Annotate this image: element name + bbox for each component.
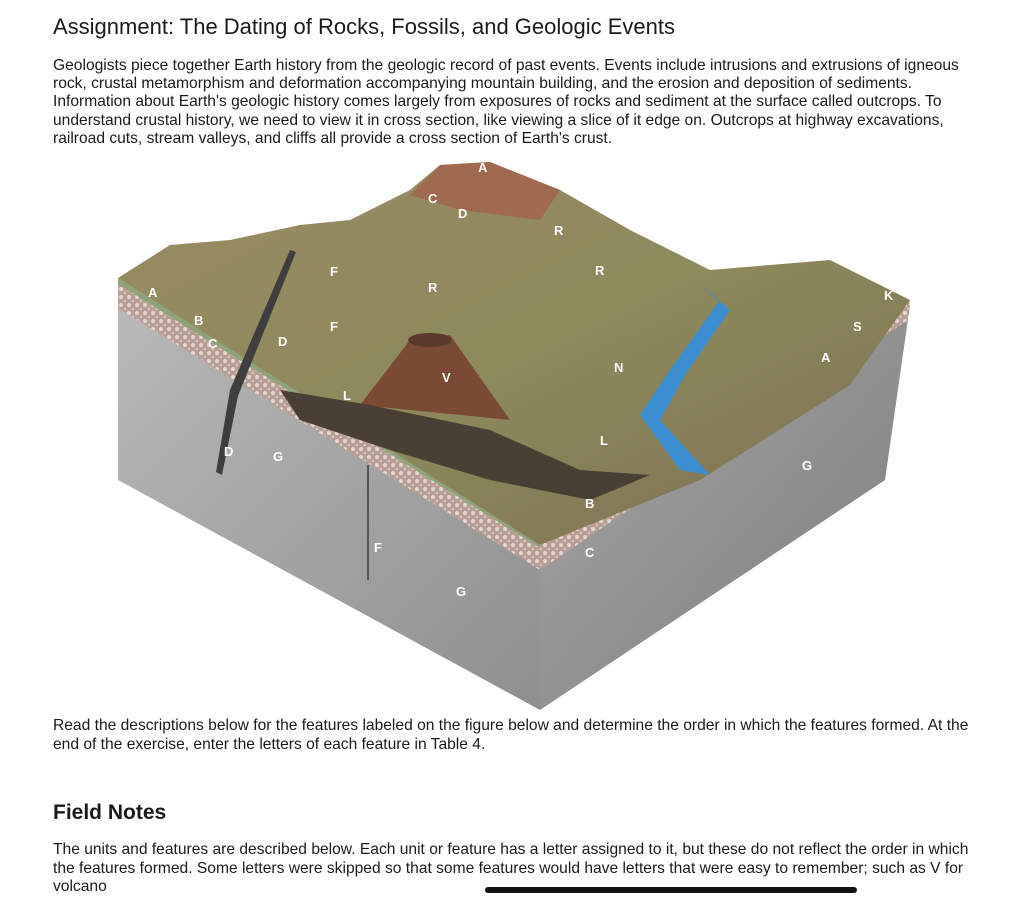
field-notes-paragraph: The units and features are described below. Each unit or feature has a letter assigned to it, but these do not reflect the order in which the features formed. Some letters were skipped so that some features would have letters that were easy to remember; such as V for volcano [53, 841, 969, 895]
figure-label: N [614, 360, 624, 375]
figure-label: C [208, 336, 218, 351]
figure-label: D [224, 444, 234, 459]
figure-label: V [442, 370, 451, 385]
figure-label: C [428, 191, 438, 206]
volcano-crater [408, 333, 452, 347]
figure-label: G [456, 584, 467, 599]
geologic-block-diagram [110, 150, 930, 710]
page-title: Assignment: The Dating of Rocks, Fossils, and Geologic Events [53, 14, 675, 39]
figure-label: R [595, 263, 605, 278]
figure-label: D [458, 206, 468, 221]
figure-label: F [374, 540, 382, 555]
figure-label: G [802, 458, 813, 473]
block-diagram-svg [110, 150, 930, 710]
figure-label: A [148, 285, 158, 300]
figure-label: L [600, 433, 608, 448]
field-notes-heading: Field Notes [53, 801, 167, 824]
figure-label: C [585, 545, 595, 560]
instructions-paragraph: Read the descriptions below for the features labeled on the figure below and determine the order in which the features formed. At the end of the exercise, enter the letters of each feature in Table 4. [53, 717, 969, 753]
intro-paragraph: Geologists piece together Earth history from the geologic record of past events. Events include intrusions and extrusions of igneous rock, crustal metamorphism and deformation accompanying mountain building, and the erosion and deposition of sediments. Information about Earth's geologic history comes largely from exposures of rocks and sediment at the surface called outcrops. To understand crustal history, we need to view it in cross section, like viewing a slice of it edge on. Outcrops at highway excavations, railroad cuts, stream valleys, and cliffs all provide a cross section of Earth's crust. [53, 57, 959, 147]
figure-label: B [585, 496, 595, 511]
figure-label: L [343, 388, 351, 403]
figure-label: R [554, 223, 564, 238]
figure-label: G [273, 449, 284, 464]
figure-label: A [821, 350, 831, 365]
figure-label: F [330, 264, 338, 279]
figure-label: S [853, 319, 862, 334]
home-indicator[interactable] [485, 887, 857, 893]
figure-label: F [330, 319, 338, 334]
figure-label: D [278, 334, 288, 349]
figure-label: K [884, 288, 894, 303]
figure-label: A [478, 160, 488, 175]
figure-label: R [428, 280, 438, 295]
figure-label: B [194, 313, 204, 328]
